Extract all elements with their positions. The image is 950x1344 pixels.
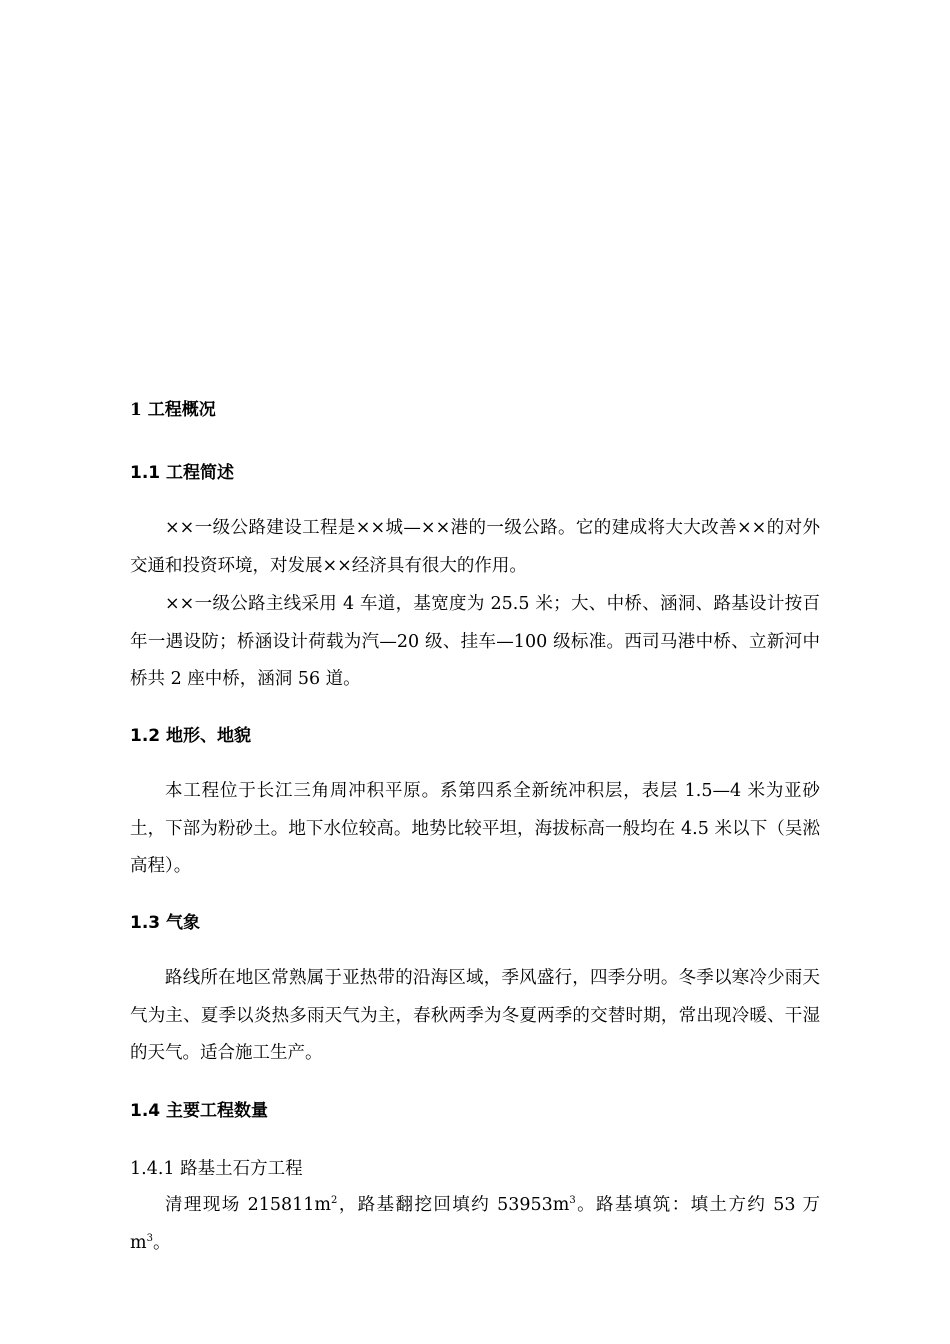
section-heading-1-4: 1.4 主要工程数量 — [130, 1101, 269, 1121]
earthwork-text-c: 。路基填筑：填土方约 53 万 m — [130, 1195, 820, 1253]
paragraph-1-1-b: ××一级公路主线采用 4 车道，基宽度为 25.5 米；大、中桥、涵洞、路基设计按百年一遇设防；桥涵设计荷载为汽—20 级、挂车—100 级标准。西司马港中桥、立新河中桥共 2 座中桥，涵洞 56 道。 — [130, 594, 820, 689]
earthwork-text-d: 。 — [152, 1232, 171, 1253]
earthwork-text-b: ，路基翻挖回填约 53953m — [337, 1195, 570, 1215]
subsection-heading-1-4-1: 1.4.1 路基土石方工程 — [130, 1159, 303, 1179]
section-heading-1-1: 1.1 工程简述 — [130, 463, 235, 483]
unit-superscript-c: 3 — [146, 1232, 153, 1244]
unit-superscript-b: 3 — [569, 1195, 576, 1207]
paragraph-1-3: 路线所在地区常熟属于亚热带的沿海区域，季风盛行，四季分明。冬季以寒冷少雨天气为主、夏季以炎热多雨天气为主，春秋两季为冬夏两季的交替时期，常出现冷暖、干湿的天气。适合施工生产。 — [130, 968, 820, 1063]
paragraph-1-4-1 — [130, 1187, 820, 1262]
earthwork-text-a: 清理现场 215811m — [165, 1195, 332, 1215]
section-heading-1-3: 1.3 气象 — [130, 913, 201, 933]
section-heading-1: 1 工程概况 — [130, 400, 216, 420]
paragraph-1-1-a: ××一级公路建设工程是××城—××港的一级公路。它的建成将大大改善××的对外交通和投资环境，对发展××经济具有很大的作用。 — [130, 518, 820, 576]
section-heading-1-2: 1.2 地形、地貌 — [130, 726, 252, 746]
paragraph-1-2: 本工程位于长江三角周冲积平原。系第四系全新统冲积层，表层 1.5—4 米为亚砂土，下部为粉砂土。地下水位较高。地势比较平坦，海拔标高一般均在 4.5 米以下（吴淞高程）。 — [130, 781, 820, 876]
unit-superscript-a: 2 — [331, 1195, 338, 1207]
